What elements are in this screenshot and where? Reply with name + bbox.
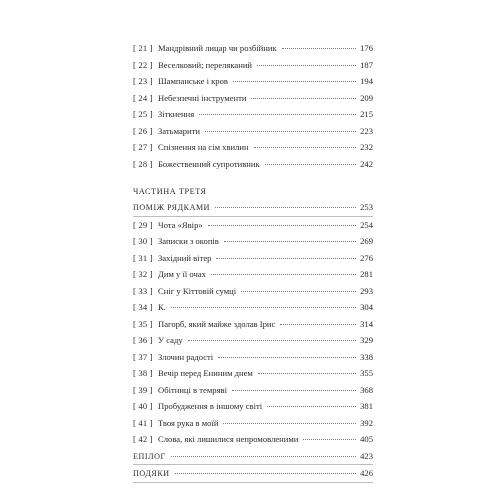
toc-entry	[133, 365, 373, 382]
toc-entry	[133, 398, 373, 415]
dot-leader	[216, 258, 356, 259]
chapter-title: Сніг у Кіттовій сумці	[158, 285, 237, 296]
dot-leader	[303, 439, 356, 440]
chapter-number: [ 25 ]	[133, 109, 153, 119]
chapter-title: Злочин радості	[158, 351, 214, 362]
toc-entry	[133, 431, 373, 448]
chapter-title: У саду	[158, 335, 183, 345]
chapter-number: [ 29 ]	[133, 219, 153, 230]
chapter-number: [ 41 ]	[133, 417, 153, 428]
dot-leader	[223, 423, 356, 424]
table-of-contents	[133, 40, 373, 483]
chapter-number: [ 30 ]	[133, 236, 153, 246]
chapter-title: Зіткнення	[158, 109, 195, 119]
chapter-number: [ 24 ]	[133, 92, 153, 103]
chapter-title: Пробудження в іншому світі	[158, 401, 263, 411]
toc-entry	[133, 332, 373, 349]
toc-entry	[133, 57, 373, 74]
part-3-subtitle-row	[133, 199, 373, 217]
chapter-title: Шампанське і кров	[158, 76, 228, 86]
chapter-number: [ 40 ]	[133, 401, 153, 411]
page-number: 293	[360, 285, 373, 296]
dot-leader	[241, 291, 356, 292]
page-number: 215	[360, 109, 373, 119]
toc-entry	[133, 73, 373, 90]
chapter-title: Пагорб, який майже здолав Ірис	[158, 318, 276, 329]
acknowledgements-row	[133, 465, 373, 483]
toc-entry	[133, 299, 373, 316]
page-number: 209	[360, 92, 373, 103]
dot-leader	[280, 324, 356, 325]
dot-leader	[175, 473, 356, 474]
chapter-title: Спізнення на сім хвилин	[158, 142, 249, 152]
toc-entry	[133, 283, 373, 300]
toc-entry	[133, 250, 373, 267]
dot-leader	[251, 98, 356, 99]
page-number: 329	[360, 335, 373, 345]
page-number: 355	[360, 368, 373, 378]
page-number: 253	[360, 202, 373, 212]
dot-leader	[224, 241, 356, 242]
page-number: 232	[360, 142, 373, 152]
chapter-number: [ 42 ]	[133, 434, 153, 444]
chapter-title: Слова, які лишилися непромовленими	[158, 434, 299, 444]
chapter-title: Західний вітер	[158, 252, 212, 263]
chapter-number: [ 38 ]	[133, 368, 153, 378]
page-number: 176	[360, 43, 373, 53]
dot-leader	[258, 373, 356, 374]
page-number: 254	[360, 219, 373, 230]
page-number: 304	[360, 302, 373, 312]
chapter-number: [ 22 ]	[133, 59, 153, 70]
chapter-title: Затьмарити	[158, 125, 201, 136]
toc-entry	[133, 233, 373, 250]
epilogue-row	[133, 448, 373, 466]
toc-entry	[133, 106, 373, 123]
page-number: 223	[360, 125, 373, 136]
toc-entry	[133, 123, 373, 140]
dot-leader	[171, 307, 356, 308]
dot-leader	[282, 48, 356, 49]
toc-entry	[133, 156, 373, 173]
toc-entry	[133, 349, 373, 366]
chapter-number: [ 36 ]	[133, 335, 153, 345]
chapter-number: [ 28 ]	[133, 158, 153, 169]
chapter-title: Чота «Явір»	[158, 219, 203, 230]
dot-leader	[211, 274, 356, 275]
page-number: 426	[360, 468, 373, 478]
chapter-title: К.	[158, 302, 166, 312]
acknowledgements-title: ПОДЯКИ	[133, 469, 170, 478]
page-number: 338	[360, 351, 373, 362]
page-number: 368	[360, 384, 373, 395]
chapter-title: Мандрівний лицар чи розбійник	[158, 43, 277, 53]
dot-leader	[254, 147, 356, 148]
chapter-number: [ 21 ]	[133, 43, 153, 53]
chapter-title: Обітниці в темряві	[158, 384, 227, 395]
chapter-number: [ 31 ]	[133, 252, 153, 263]
dot-leader	[267, 406, 356, 407]
page-number: 276	[360, 252, 373, 263]
chapter-title: Веселковий; переляканий	[158, 59, 253, 70]
dot-leader	[205, 131, 356, 132]
page-number: 194	[360, 76, 373, 86]
dot-leader	[257, 65, 356, 66]
page-number: 381	[360, 401, 373, 411]
toc-entry	[133, 316, 373, 333]
dot-leader	[233, 81, 356, 82]
chapter-list-part-2	[133, 40, 373, 172]
chapter-number: [ 33 ]	[133, 285, 153, 296]
page-number: 423	[360, 450, 373, 461]
toc-entry	[133, 382, 373, 399]
chapter-title: Небезпечні інструменти	[158, 92, 247, 103]
chapter-title: Божественний супротивник	[158, 158, 260, 169]
chapter-number: [ 35 ]	[133, 318, 153, 329]
page-number: 392	[360, 417, 373, 428]
toc-entry	[133, 139, 373, 156]
toc-entry	[133, 415, 373, 432]
page-number: 269	[360, 236, 373, 246]
dot-leader	[265, 164, 356, 165]
chapter-title: Записки з окопів	[158, 236, 219, 246]
toc-entry	[133, 40, 373, 57]
page-number: 281	[360, 269, 373, 279]
toc-entry	[133, 90, 373, 107]
dot-leader	[218, 357, 356, 358]
chapter-title: Твоя рука в моїй	[158, 417, 219, 428]
dot-leader	[171, 456, 356, 457]
chapter-number: [ 23 ]	[133, 76, 153, 86]
chapter-number: [ 39 ]	[133, 384, 153, 395]
toc-entry	[133, 217, 373, 234]
dot-leader	[215, 207, 356, 208]
page-number: 242	[360, 158, 373, 169]
epilogue-title: ЕПІЛОГ	[133, 451, 166, 461]
part-3-subtitle: ПОМІЖ РЯДКАМИ	[133, 203, 211, 212]
page-number: 187	[360, 59, 373, 70]
dot-leader	[199, 114, 356, 115]
toc-entry	[133, 266, 373, 283]
chapter-list-part-3	[133, 217, 373, 448]
dot-leader	[208, 225, 356, 226]
chapter-number: [ 34 ]	[133, 302, 153, 312]
page-number: 314	[360, 318, 373, 329]
chapter-number: [ 32 ]	[133, 269, 153, 279]
chapter-title: Дим у її очах	[158, 269, 206, 279]
page-number: 405	[360, 434, 373, 444]
chapter-number: [ 26 ]	[133, 125, 153, 136]
chapter-title: Вечір перед Ениним днем	[158, 368, 253, 378]
dot-leader	[188, 340, 356, 341]
chapter-number: [ 27 ]	[133, 142, 153, 152]
part-3-heading: ЧАСТИНА ТРЕТЯ	[133, 187, 207, 196]
dot-leader	[232, 390, 356, 391]
chapter-number: [ 37 ]	[133, 351, 153, 362]
